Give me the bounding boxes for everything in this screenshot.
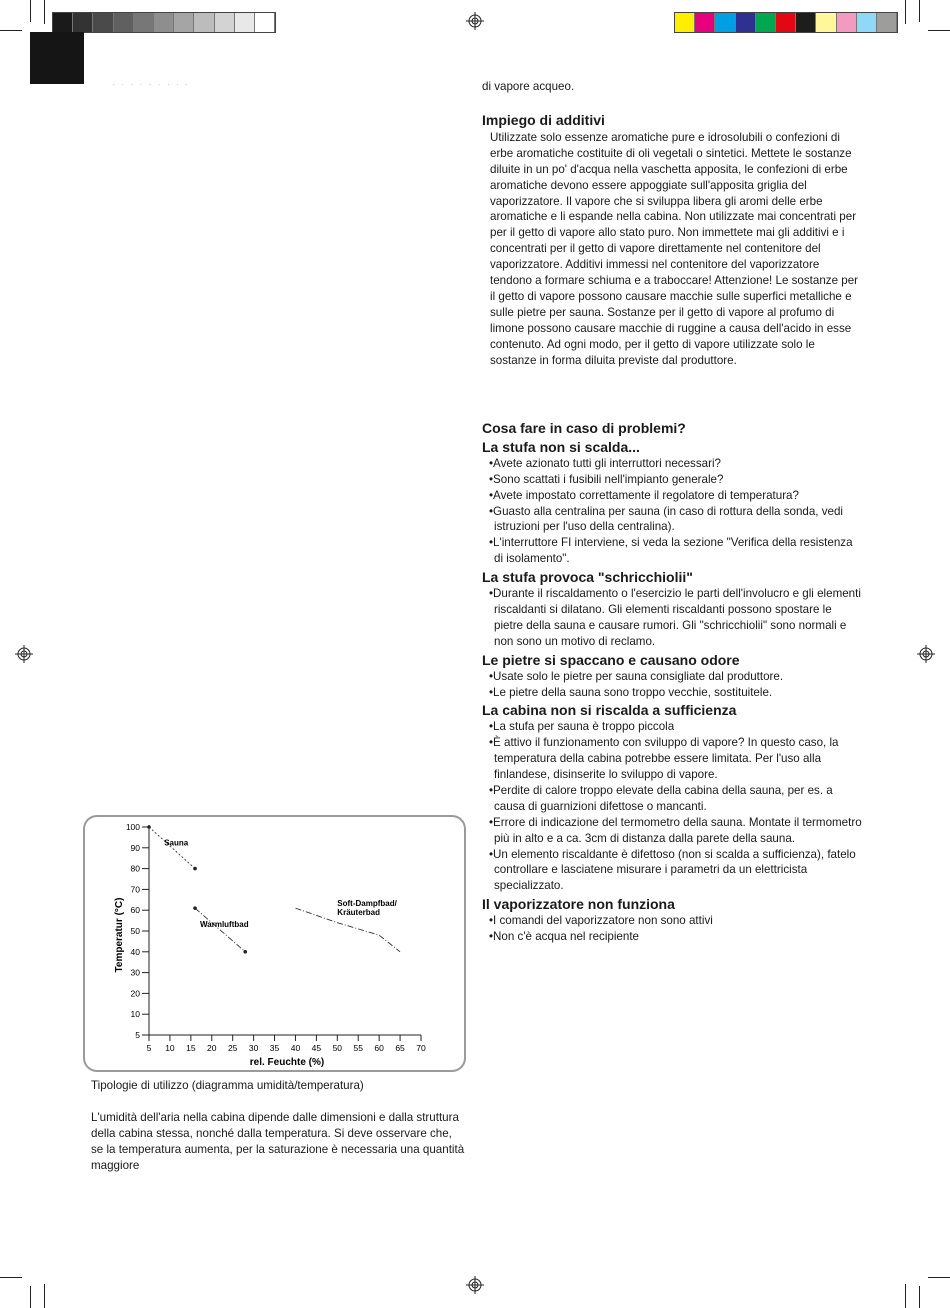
y-tick-label: 60 <box>130 905 140 916</box>
color-swatch <box>695 13 715 32</box>
series-label: Sauna <box>164 838 189 848</box>
problem-heading: La cabina non si riscalda a sufficienza <box>482 702 737 719</box>
problem-item: •Durante il riscaldamento o l'esercizio le parti dell'involucro e gli elementi riscaldanti si dilatano. Gli elementi riscaldanti possono spostare le pietre della sauna e causare rumori. Gli "schricchiolii" sono normali e non sono un motivo di reclamo. <box>489 587 861 648</box>
color-swatch <box>235 13 255 32</box>
color-swatch <box>736 13 756 32</box>
crop-mark <box>919 0 920 22</box>
continued-line: di vapore acqueo. <box>482 80 575 93</box>
problem-item: •Un elemento riscaldante è difettoso (non si scalda a sufficienza), fatelo controllare e lasciatene misurare i parametri da un elettricista specializzato. <box>489 847 856 893</box>
problems-heading: Cosa fare in caso di problemi? <box>482 420 686 436</box>
color-swatch <box>114 13 134 32</box>
humidity-paragraph: L'umidità dell'aria nella cabina dipende dalle dimensioni e dalla struttura della cabina stessa, nonché dalla temperatura. Si deve osservare che, se la temperatura aumenta, per la saturazione è necessaria una quantità maggiore <box>91 1111 465 1172</box>
x-tick-label: 5 <box>146 1043 152 1053</box>
problem-heading: La stufa non si scalda... <box>482 438 640 455</box>
y-tick-label: 20 <box>130 988 140 999</box>
color-swatch <box>255 13 275 32</box>
y-tick-label: 30 <box>130 967 140 978</box>
x-tick-label: 55 <box>353 1043 363 1053</box>
crop-mark <box>0 1277 22 1278</box>
x-tick-label: 50 <box>332 1043 343 1053</box>
crop-mark <box>44 1284 45 1308</box>
registration-mark-icon <box>466 12 484 30</box>
series-line <box>149 827 195 869</box>
series-label: Warmluftbad <box>200 919 249 929</box>
chart-frame <box>83 815 466 1072</box>
right-column <box>482 79 862 95</box>
color-swatch <box>837 13 857 32</box>
color-swatch <box>796 13 816 32</box>
registration-mark-icon <box>466 1276 484 1294</box>
problem-item: •Sono scattati i fusibili nell'impianto generale? <box>489 472 724 486</box>
x-tick-label: 30 <box>248 1043 259 1053</box>
color-swatch <box>715 13 735 32</box>
color-swatch <box>857 13 877 32</box>
y-tick-label: 100 <box>125 822 140 832</box>
color-swatch <box>776 13 796 32</box>
problem-item: •Avete azionato tutti gli interruttori necessari? <box>489 456 721 470</box>
problem-item: •Avete impostato correttamente il regolatore di temperatura? <box>489 488 799 502</box>
y-tick-label: 5 <box>135 1030 140 1040</box>
crop-mark <box>905 1284 906 1308</box>
color-swatch <box>53 13 73 32</box>
registration-mark-icon <box>917 645 935 663</box>
color-swatch <box>134 13 154 32</box>
problem-heading: La stufa provoca "schricchiolii" <box>482 569 693 586</box>
problem-item: •Errore di indicazione del termometro della sauna. Montate il termometro più in alto e a ca. 3cm di distanza dalla parete della sauna. <box>489 815 862 845</box>
problem-item: •Le pietre della sauna sono troppo vecchie, sostituitele. <box>489 685 773 699</box>
color-swatch <box>93 13 113 32</box>
additives-heading: Impiego di additivi <box>482 112 605 128</box>
problem-item: •È attivo il funzionamento con sviluppo di vapore? In questo caso, la temperatura della cabina potrebbe essere limitata. Per l'uso alla finlandese, disinserite lo sviluppo di vapore. <box>489 736 839 782</box>
chart-caption: Tipologie di utilizzo (diagramma umidità/temperatura) <box>91 1079 364 1092</box>
page-tab-marker <box>30 32 84 84</box>
y-tick-label: 70 <box>130 884 140 895</box>
grayscale-color-bar <box>52 12 276 33</box>
x-tick-label: 15 <box>186 1043 196 1053</box>
color-swatch <box>73 13 93 32</box>
troubleshooting-section <box>482 421 862 945</box>
x-tick-label: 45 <box>311 1043 322 1053</box>
y-tick-label: 50 <box>130 926 140 936</box>
x-tick-label: 70 <box>416 1043 426 1053</box>
color-swatch <box>816 13 836 32</box>
crop-mark <box>928 30 950 31</box>
x-axis-label: rel. Feuchte (%) <box>249 1057 325 1068</box>
y-tick-label: 80 <box>130 863 140 874</box>
problem-item: •L'interruttore FI interviene, si veda la sezione "Verifica della resistenza di isolamento". <box>489 536 853 566</box>
color-swatch <box>174 13 194 32</box>
problem-item: •Guasto alla centralina per sauna (in caso di rottura della sonda, vedi istruzioni per l'uso della centralina). <box>489 504 844 534</box>
crop-mark <box>919 1286 920 1308</box>
y-tick-label: 10 <box>130 1009 140 1020</box>
registration-mark-icon <box>15 645 33 663</box>
series-label: Kräuterbad <box>337 908 380 918</box>
humidity-temperature-chart <box>85 817 464 1070</box>
problem-heading: Il vaporizzatore non funziona <box>482 896 675 913</box>
series-line <box>195 908 245 952</box>
additives-section <box>482 113 862 369</box>
crop-mark <box>905 0 906 24</box>
additives-body: Utilizzate solo essenze aromatiche pure e idrosolubili o confezioni di erbe aromatiche costituite di oli vegetali o sintetici. Mettete le sostanze diluite in un po' d'acqua nella vaschetta apposita, le confezioni di erbe aromatiche devono essere appoggiate sull'apposita griglia del vaporizzatore. Il vapore che si sviluppa libera gli aromi delle erbe aromatiche e li espande nella cabina. Non utilizzate mai concentrati per per il getto di vapore allo stato puro. Non immettete mai gli additivi e i concentrati per il getto di vapore direttamente nel contenitore del vaporizzatore. Additivi immessi nel contenitore del vaporizzatore tendono a formare schiuma e a traboccare! Attenzione! Le sostanze per il getto di vapore possono causare macchie sulle superfici metalliche e sulle pietre per sauna. Sostanze per il getto di vapore al profumo di limone possono causare macchie di ruggine a causa dell'acido in esse contenuto. Ad ogni modo, per il getto di vapore utilizzate solo le sostanze in forma diluita previste dal produttore. <box>490 130 858 367</box>
problem-item: •Perdite di calore troppo elevate della cabina della sauna, per es. a causa di guarnizioni difettose o mancanti. <box>489 783 833 813</box>
problem-item: •I comandi del vaporizzatore non sono attivi <box>489 914 713 928</box>
crop-mark <box>44 0 45 24</box>
color-swatch <box>194 13 214 32</box>
y-axis-label: Temperatur (°C) <box>114 897 125 973</box>
crop-mark <box>928 1277 950 1278</box>
problem-item: •Usate solo le pietre per sauna consigliate dal produttore. <box>489 669 784 683</box>
y-tick-label: 40 <box>130 946 140 957</box>
x-tick-label: 25 <box>227 1043 238 1053</box>
color-swatch <box>675 13 695 32</box>
problem-item: •Non c'è acqua nel recipiente <box>489 930 639 944</box>
x-tick-label: 35 <box>269 1043 280 1053</box>
color-swatch <box>154 13 174 32</box>
cut-off-header-text: · · · · · · · · · <box>113 82 191 88</box>
color-swatch <box>877 13 897 32</box>
crop-mark <box>30 1286 31 1308</box>
x-tick-label: 20 <box>207 1043 217 1053</box>
problem-item: •La stufa per sauna è troppo piccola <box>489 720 675 734</box>
y-tick-label: 90 <box>130 842 140 853</box>
problem-sections <box>482 440 862 945</box>
series-label: Soft-Dampfbad/ <box>337 899 397 909</box>
data-point <box>193 906 197 910</box>
x-tick-label: 65 <box>395 1043 405 1053</box>
process-color-bar <box>674 12 898 33</box>
data-point <box>243 950 247 954</box>
x-tick-label: 10 <box>165 1043 175 1053</box>
problem-heading: Le pietre si spaccano e causano odore <box>482 651 740 668</box>
x-tick-label: 40 <box>290 1043 301 1053</box>
color-swatch <box>756 13 776 32</box>
data-point <box>193 867 197 871</box>
crop-mark <box>30 0 31 22</box>
crop-mark <box>0 30 22 31</box>
data-point <box>147 825 151 829</box>
color-swatch <box>215 13 235 32</box>
x-tick-label: 60 <box>374 1043 384 1053</box>
